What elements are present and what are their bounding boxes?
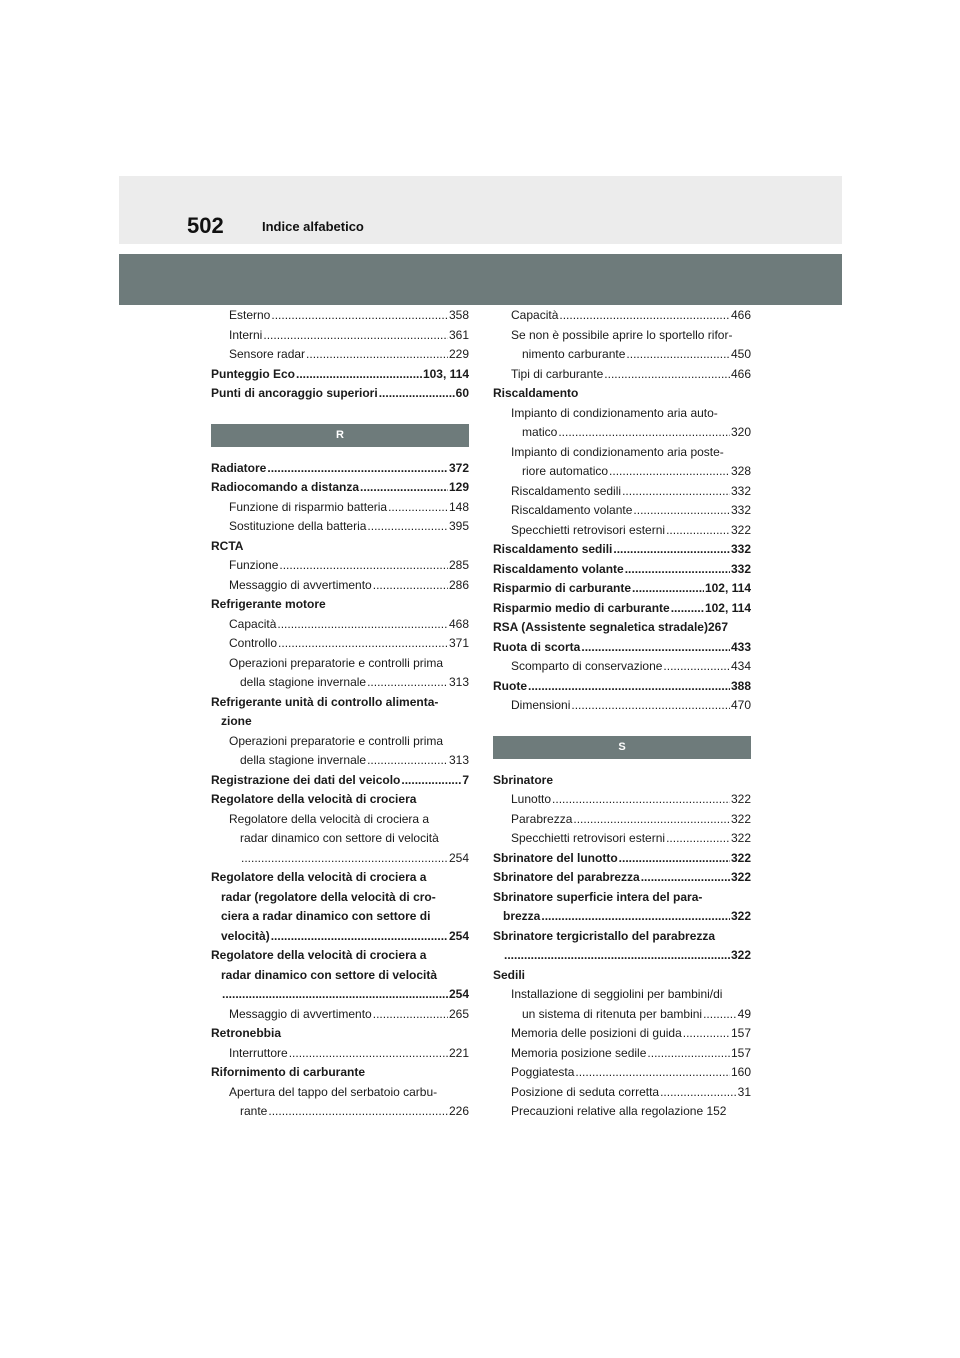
index-entry[interactable]	[211, 790, 469, 810]
leader-dots	[703, 1005, 737, 1025]
leader-dots	[279, 556, 448, 576]
entry-label: Risparmio di carburante	[493, 581, 632, 595]
leader-dots	[271, 927, 448, 947]
page-ref: 433	[730, 639, 751, 654]
entry-label: Specchietti retrovisori esterni	[511, 522, 666, 537]
page-ref: 160	[730, 1065, 751, 1079]
leader-dots	[296, 365, 422, 385]
entry-label: Refrigerante motore	[211, 597, 326, 611]
header-band	[119, 254, 842, 305]
entry-label: matico	[522, 425, 558, 439]
leader-dots	[666, 829, 730, 849]
index-entry[interactable]	[211, 498, 469, 518]
page-ref: 450	[730, 347, 751, 361]
leader-dots	[663, 657, 730, 677]
entry-label: Sbrinatore superficie intera del para-	[493, 889, 703, 904]
entry-label: velocità)	[221, 928, 270, 943]
leader-dots	[241, 849, 448, 869]
page-ref: 332	[730, 542, 751, 556]
page-ref: 332	[730, 503, 751, 517]
index-entry[interactable]	[493, 423, 751, 443]
entry-label: Impianto di condizionamento aria poste-	[511, 444, 724, 459]
leader-dots	[528, 677, 730, 697]
entry-label: brezza	[503, 909, 541, 923]
page-ref: 328	[730, 464, 751, 478]
leader-dots	[367, 673, 448, 693]
index-entry[interactable]	[211, 556, 469, 576]
page-ref: 157	[730, 1045, 751, 1060]
page-ref: 102, 114	[704, 581, 751, 595]
leader-dots	[268, 1102, 448, 1122]
leader-dots	[619, 849, 730, 869]
page-ref: 322	[730, 909, 751, 923]
index-entry[interactable]	[211, 634, 469, 654]
index-entry[interactable]	[211, 712, 469, 732]
entry-label: Rifornimento di carburante	[211, 1065, 366, 1079]
entry-label: Radiocomando a distanza	[211, 480, 360, 494]
entry-label: Memoria posizione sedile	[511, 1045, 647, 1060]
page-ref: 468	[448, 616, 469, 631]
leader-dots	[504, 946, 730, 966]
index-entry[interactable]	[493, 966, 751, 986]
leader-dots	[278, 634, 448, 654]
index-entry[interactable]	[211, 771, 469, 791]
index-entry[interactable]	[493, 462, 751, 482]
page-ref: 60	[455, 386, 469, 400]
entry-label: RSA (Assistente segnaletica stradale)267	[493, 620, 728, 634]
entry-label: Controllo	[229, 636, 278, 650]
entry-label: Installazione di seggiolini per bambini/di	[511, 987, 723, 1001]
index-entry[interactable]	[493, 638, 751, 658]
entry-label: Operazioni preparatorie e controlli prima	[229, 733, 444, 748]
entry-label: ciera a radar dinamico con settore di	[221, 909, 431, 923]
entry-label: Regolatore della velocità di crociera a	[229, 811, 430, 826]
leader-dots	[671, 599, 704, 619]
entry-label: Poggiatesta	[511, 1065, 575, 1079]
entry-label: Precauzioni relative alla regolazione 152	[511, 1104, 727, 1118]
entry-label: Sedili	[493, 967, 526, 982]
index-entry[interactable]	[493, 985, 751, 1005]
page-ref: 265	[448, 1006, 469, 1021]
index-entry[interactable]	[211, 478, 469, 498]
leader-dots	[625, 560, 730, 580]
page-ref: 320	[730, 425, 751, 439]
index-entry[interactable]	[211, 829, 469, 849]
entry-label: Sbrinatore	[493, 772, 554, 787]
index-entry[interactable]	[211, 946, 469, 966]
header-bar	[119, 176, 842, 244]
page-ref: 254	[448, 850, 469, 865]
index-entry[interactable]	[211, 1083, 469, 1103]
leader-dots	[367, 751, 448, 771]
index-entry[interactable]	[493, 599, 751, 619]
index-entry[interactable]	[211, 1063, 469, 1083]
page-ref: 466	[730, 308, 751, 322]
index-entry[interactable]	[211, 1024, 469, 1044]
index-entry[interactable]	[493, 790, 751, 810]
leader-dots	[541, 907, 730, 927]
index-entry[interactable]	[211, 810, 469, 830]
page-ref: 7	[462, 772, 469, 787]
entry-label: Memoria delle posizioni di guida	[511, 1026, 682, 1040]
index-entry[interactable]	[211, 1102, 469, 1122]
index-entry[interactable]	[493, 306, 751, 326]
index-entry[interactable]	[211, 576, 469, 596]
index-entry[interactable]	[211, 517, 469, 537]
entry-label: Sbrinatore del lunotto	[493, 850, 618, 865]
entry-label: Apertura del tappo del serbatoio carbu-	[229, 1084, 438, 1099]
page-ref: 332	[730, 483, 751, 498]
index-entry[interactable]	[211, 907, 469, 927]
index-entry[interactable]	[211, 345, 469, 365]
index-entry[interactable]	[493, 579, 751, 599]
index-entry[interactable]	[211, 693, 469, 713]
leader-dots	[622, 482, 730, 502]
page-ref: 103, 114	[422, 366, 469, 381]
index-entry[interactable]	[493, 677, 751, 697]
page-ref: 286	[448, 577, 469, 592]
entry-label: radar (regolatore della velocità di cro-	[221, 889, 436, 904]
entry-label: Punteggio Eco	[211, 366, 295, 381]
index-entry[interactable]	[211, 868, 469, 888]
entry-label: Riscaldamento sedili	[511, 483, 622, 498]
index-entry[interactable]	[493, 345, 751, 365]
entry-label: Punti di ancoraggio superiori	[211, 386, 378, 400]
page-ref: 226	[448, 1104, 469, 1118]
entry-label: Messaggio di avvertimento	[229, 577, 372, 592]
entry-label: Dimensioni	[511, 698, 571, 712]
index-column-left	[211, 306, 469, 1122]
index-entry[interactable]	[493, 404, 751, 424]
index-entry[interactable]	[211, 673, 469, 693]
page-ref: 148	[448, 499, 469, 514]
entry-label: un sistema di ritenuta per bambini	[522, 1006, 703, 1021]
entry-label: rante	[240, 1104, 268, 1118]
entry-label: Sbrinatore tergicristallo del parabrezza	[493, 928, 716, 943]
page-ref: 388	[730, 678, 751, 693]
entry-label: Sbrinatore del parabrezza	[493, 870, 640, 884]
index-entry[interactable]	[493, 365, 751, 385]
leader-dots	[626, 345, 730, 365]
index-entry[interactable]	[211, 326, 469, 346]
page-ref: 254	[448, 987, 469, 1001]
page-ref: 395	[448, 519, 469, 533]
leader-dots	[604, 365, 730, 385]
entry-label: radar dinamico con settore di velocità	[240, 831, 439, 845]
index-entry[interactable]	[493, 521, 751, 541]
leader-dots	[573, 810, 730, 830]
index-entry[interactable]	[493, 1005, 751, 1025]
entry-label: Specchietti retrovisori esterni	[511, 831, 666, 845]
entry-label: Parabrezza	[511, 811, 573, 826]
entry-label: Lunotto	[511, 792, 552, 806]
index-entry[interactable]	[211, 1044, 469, 1064]
entry-label: Operazioni preparatorie e controlli prima	[229, 655, 444, 670]
page-ref: 285	[448, 558, 469, 572]
leader-dots	[613, 540, 730, 560]
index-entry[interactable]	[493, 384, 751, 404]
entry-label: Riscaldamento sedili	[493, 542, 613, 556]
page-ref: 434	[730, 659, 751, 673]
index-entry[interactable]	[493, 657, 751, 677]
leader-dots	[575, 1063, 730, 1083]
page-ref: 322	[730, 948, 751, 962]
index-entry[interactable]	[493, 849, 751, 869]
leader-dots	[660, 1083, 737, 1103]
page-ref: 371	[448, 636, 469, 650]
entry-label: della stagione invernale	[240, 675, 367, 689]
index-entry[interactable]	[211, 985, 469, 1005]
leader-dots	[360, 478, 448, 498]
page-ref: 102, 114	[704, 600, 751, 615]
entry-label: Regolatore della velocità di crociera a	[211, 870, 427, 884]
page-ref: 322	[730, 811, 751, 826]
index-entry[interactable]	[493, 946, 751, 966]
index-entry[interactable]	[493, 771, 751, 791]
entry-label: Radiatore	[211, 460, 267, 475]
entry-label: Se non è possibile aprire lo sportello rifor-	[511, 327, 733, 342]
index-entry[interactable]	[493, 540, 751, 560]
page-number: 502	[187, 213, 224, 238]
entry-label: Capacità	[229, 616, 277, 631]
entry-label: Impianto di condizionamento aria auto-	[511, 405, 718, 420]
index-entry[interactable]	[211, 459, 469, 479]
index-entry[interactable]	[211, 751, 469, 771]
page-ref: 322	[730, 831, 751, 845]
leader-dots	[559, 306, 730, 326]
leader-dots	[666, 521, 730, 541]
page-ref: 322	[730, 522, 751, 537]
entry-label: Ruota di scorta	[493, 639, 581, 654]
leader-dots	[552, 790, 730, 810]
leader-dots	[388, 498, 448, 518]
entry-label: Messaggio di avvertimento	[229, 1006, 372, 1021]
entry-label: Interni	[229, 327, 263, 342]
index-entry[interactable]	[211, 732, 469, 752]
entry-label: Ruote	[493, 678, 527, 693]
page-ref: 229	[448, 347, 469, 361]
leader-dots	[263, 326, 448, 346]
index-entry[interactable]	[493, 810, 751, 830]
index-entry[interactable]	[493, 443, 751, 463]
page-ref: 466	[730, 366, 751, 381]
entry-label: Interruttore	[229, 1045, 288, 1060]
leader-dots	[633, 501, 730, 521]
index-entry[interactable]	[493, 1044, 751, 1064]
page-ref: 322	[730, 870, 751, 884]
letter-heading: R	[211, 424, 469, 447]
page-ref: 221	[448, 1045, 469, 1060]
leader-dots	[683, 1024, 730, 1044]
leader-dots	[367, 517, 448, 537]
index-entry[interactable]	[493, 829, 751, 849]
leader-dots	[271, 306, 448, 326]
index-entry[interactable]	[211, 384, 469, 404]
entry-label: Tipi di carburante	[511, 366, 604, 381]
leader-dots	[641, 868, 730, 888]
entry-label: Posizione di seduta corretta	[511, 1084, 660, 1099]
entry-label: Funzione	[229, 558, 279, 572]
index-entry[interactable]	[211, 888, 469, 908]
leader-dots	[379, 384, 455, 404]
index-entry[interactable]	[493, 888, 751, 908]
index-entry[interactable]	[211, 306, 469, 326]
leader-dots	[632, 579, 704, 599]
leader-dots	[267, 459, 448, 479]
entry-label: Registrazione dei dati del veicolo	[211, 772, 401, 787]
page-ref: 372	[448, 460, 469, 475]
entry-label: RCTA	[211, 538, 244, 553]
letter-heading: S	[493, 736, 751, 759]
page-ref: 254	[448, 928, 469, 943]
index-entry[interactable]	[493, 1063, 751, 1083]
index-entry[interactable]	[211, 595, 469, 615]
entry-label: Refrigerante unità di controllo alimenta-	[211, 694, 439, 709]
entry-label: Retronebbia	[211, 1026, 282, 1040]
leader-dots	[609, 462, 730, 482]
page-ref: 332	[730, 561, 751, 576]
entry-label: Funzione di risparmio batteria	[229, 499, 388, 514]
index-entry[interactable]	[493, 1024, 751, 1044]
page-ref: 358	[448, 308, 469, 322]
entry-label: della stagione invernale	[240, 753, 367, 767]
index-entry[interactable]	[211, 537, 469, 557]
entry-label: radar dinamico con settore di velocità	[221, 967, 438, 982]
page-ref: 313	[448, 675, 469, 689]
index-entry[interactable]	[493, 501, 751, 521]
page-ref: 157	[730, 1026, 751, 1040]
index-entry[interactable]	[211, 849, 469, 869]
section-title: Indice alfabetico	[262, 219, 364, 234]
entry-label: nimento carburante	[522, 347, 626, 361]
leader-dots	[558, 423, 730, 443]
leader-dots	[289, 1044, 448, 1064]
page-ref: 322	[730, 792, 751, 806]
index-entry[interactable]	[211, 654, 469, 674]
entry-label: Riscaldamento volante	[511, 503, 633, 517]
index-entry[interactable]	[493, 618, 751, 638]
page-ref: 361	[448, 327, 469, 342]
leader-dots	[306, 345, 448, 365]
index-entry[interactable]	[211, 1005, 469, 1025]
entry-label: Scomparto di conservazione	[511, 659, 663, 673]
index-entry[interactable]	[493, 560, 751, 580]
index-entry[interactable]	[211, 927, 469, 947]
entry-label: Sostituzione della batteria	[229, 519, 367, 533]
leader-dots	[581, 638, 730, 658]
entry-label: Capacità	[511, 308, 559, 322]
page-ref: 31	[737, 1084, 751, 1099]
index-entry[interactable]	[493, 868, 751, 888]
page-ref: 49	[737, 1006, 751, 1021]
entry-label: Sensore radar	[229, 347, 306, 361]
page-ref: 322	[730, 850, 751, 865]
entry-label: Esterno	[229, 308, 271, 322]
leader-dots	[647, 1044, 730, 1064]
leader-dots	[571, 696, 730, 716]
index-entry[interactable]	[493, 1102, 751, 1122]
leader-dots	[373, 576, 448, 596]
index-column-right	[493, 306, 751, 1122]
entry-label: Riscaldamento	[493, 386, 579, 400]
entry-label: riore automatico	[522, 464, 609, 478]
index-entry[interactable]	[493, 1083, 751, 1103]
page-ref: 470	[730, 698, 751, 712]
index-entry[interactable]	[211, 966, 469, 986]
entry-label: Riscaldamento volante	[493, 561, 624, 576]
entry-label: Risparmio medio di carburante	[493, 600, 670, 615]
entry-label: Regolatore della velocità di crociera	[211, 792, 417, 806]
entry-label: zione	[221, 714, 252, 728]
page-ref: 313	[448, 753, 469, 767]
leader-dots	[222, 985, 448, 1005]
index-entry[interactable]	[493, 696, 751, 716]
entry-label: Regolatore della velocità di crociera a	[211, 948, 427, 962]
index-entry[interactable]	[493, 927, 751, 947]
leader-dots	[401, 771, 461, 791]
index-entry[interactable]	[493, 907, 751, 927]
page-ref: 129	[448, 480, 469, 494]
index-entry[interactable]	[493, 482, 751, 502]
leader-dots	[277, 615, 448, 635]
index-entry[interactable]	[211, 615, 469, 635]
leader-dots	[373, 1005, 448, 1025]
index-entry[interactable]	[211, 365, 469, 385]
index-entry[interactable]	[493, 326, 751, 346]
